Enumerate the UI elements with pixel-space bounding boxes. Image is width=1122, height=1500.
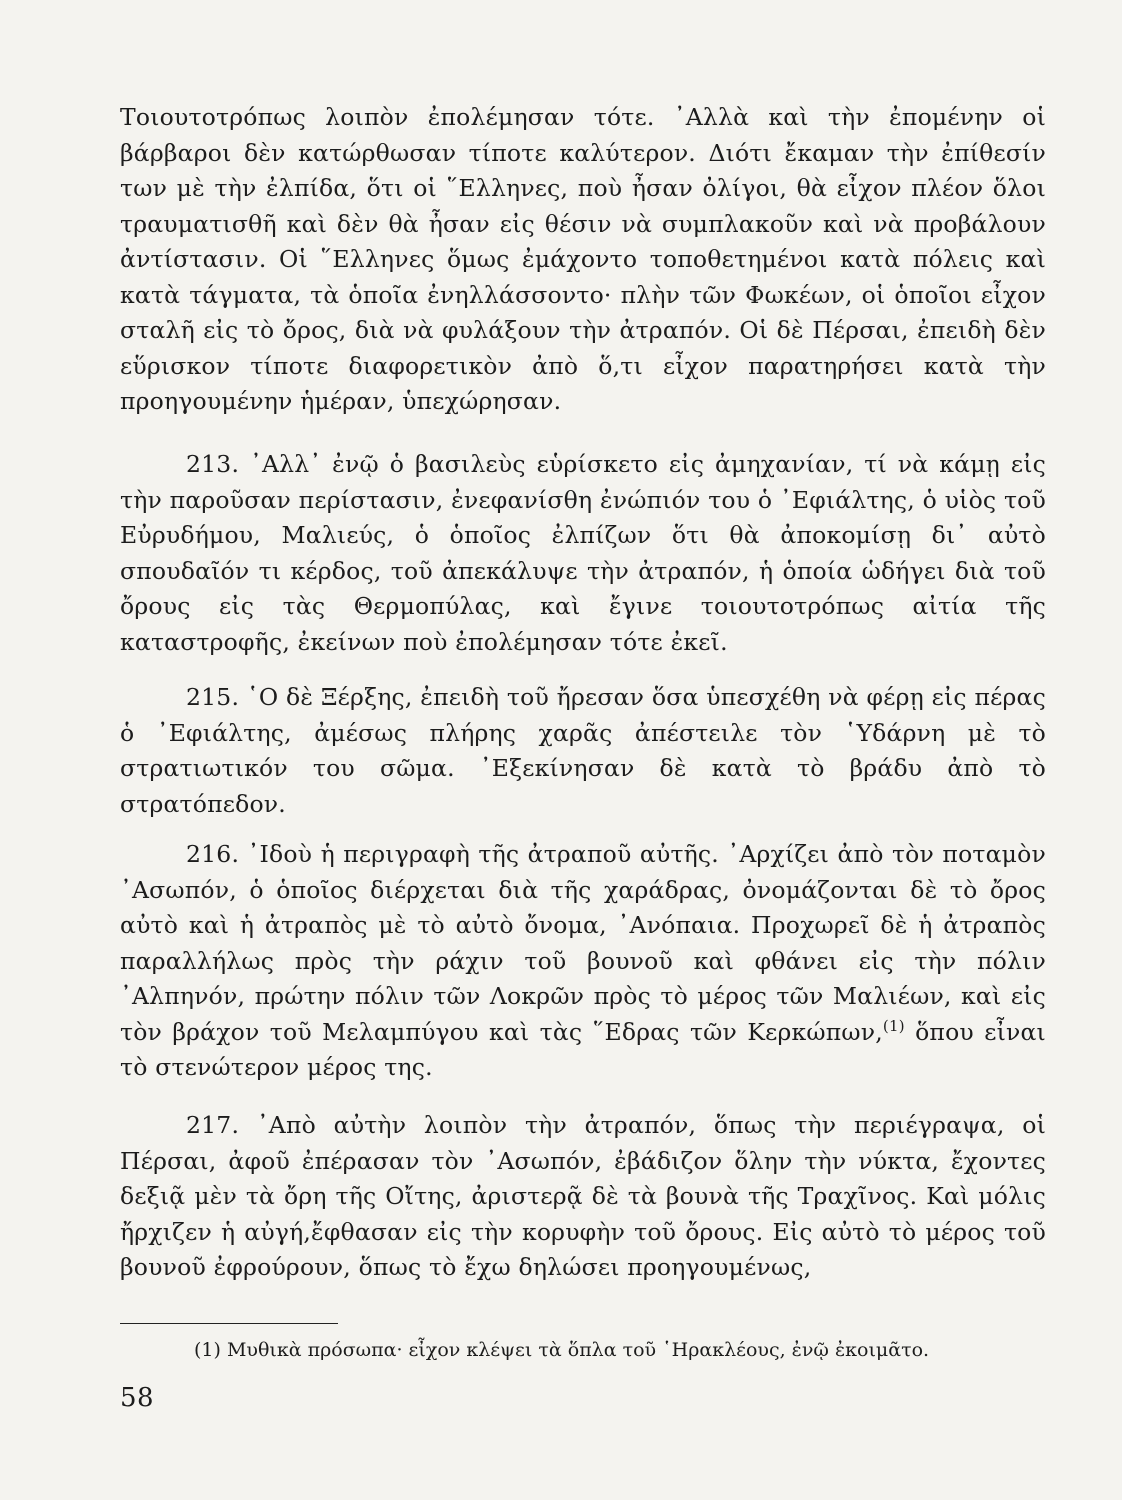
paragraph-216-text: 216. ᾿Ιδοὺ ἡ περιγραφὴ τῆς ἀτραποῦ αὐτῆς. ᾿Αρχίζει ἀπὸ τὸν ποταμὸν ᾿Ασωπόν, ὁ ὁποῖος διέρχεται διὰ τῆς χαράδρας, ὀνομάζονται δὲ τὸ ὄρος αὐτὸ καὶ ἡ ἀτραπὸς μὲ τὸ αὐτὸ ὄνομα, ᾿Ανόπαια. Προχωρεῖ δὲ ἡ ἀτραπὸς παραλλήλως πρὸς τὴν ράχιν τοῦ βουνοῦ καὶ φθάνει εἰς τὴν πόλιν ᾿Αλπηνόν, πρώτην πόλιν τῶν Λοκρῶν πρὸς τὸ μέρος τῶν Μαλιέων, καὶ εἰς τὸν βράχον τοῦ Μελαμπύγου καὶ τὰς ῞Εδρας τῶν Κερκώπων,: [120, 840, 1046, 1046]
paragraph-216-text-after: ὅπου εἶναι τὸ στενώτερον μέρος της.: [120, 1017, 1046, 1081]
footnote-divider: [120, 1323, 338, 1324]
footnote: (1) Μυθικὰ πρόσωπα· εἶχον κλέψει τὰ ὅπλα τοῦ ῾Ηρακλέους, ἐνῷ ἐκοιμᾶτο.: [194, 1339, 930, 1361]
paragraph-213: 213. ᾿Αλλ᾿ ἐνῷ ὁ βασιλεὺς εὑρίσκετο εἰς ἀμηχανίαν, τί νὰ κάμῃ εἰς τὴν παροῦσαν περίστασιν, ἐνεφανίσθη ἐνώπιόν του ὁ ᾿Εφιάλτης, ὁ υἱὸς τοῦ Εὐρυδήμου, Μαλιεύς, ὁ ὁποῖος ἐλπίζων ὅτι θὰ ἀποκομίσῃ δι᾿ αὐτὸ σπουδαῖόν τι κέρδος, τοῦ ἀπεκάλυψε τὴν ἀτραπόν, ἡ ὁποία ὡδήγει διὰ τοῦ ὄρους εἰς τὰς Θερμοπύλας, καὶ ἔγινε τοιουτοτρόπως αἰτία τῆς καταστροφῆς, ἐκείνων ποὺ ἐπολέμησαν τότε ἐκεῖ.: [120, 450, 1046, 656]
footnote-reference: (1): [882, 1016, 905, 1035]
paragraph-217: 217. ᾿Απὸ αὐτὴν λοιπὸν τὴν ἀτραπόν, ὅπως τὴν περιέγραψα, οἱ Πέρσαι, ἀφοῦ ἐπέρασαν τὸν ᾿Ασωπόν, ἐβάδιζον ὅλην τὴν νύκτα, ἔχοντες δεξιᾷ μὲν τὰ ὄρη τῆς Οἴτης, ἀριστερᾷ δὲ τὰ βουνὰ τῆς Τραχῖνος. Καὶ μόλις ἤρχιζεν ἡ αὐγή,ἔφθασαν εἰς τὴν κορυφὴν τοῦ ὄρους. Εἰς αὐτὸ τὸ μέρος τοῦ βουνοῦ ἐφρούρουν, ὅπως τὸ ἔχω δηλώσει προηγουμένως,: [120, 1111, 1046, 1281]
book-page: [120, 100, 1046, 1480]
page-number: 58: [120, 1383, 155, 1413]
paragraph-215: 215. ῾Ο δὲ Ξέρξης, ἐπειδὴ τοῦ ἤρεσαν ὅσα ὑπεσχέθη νὰ φέρῃ εἰς πέρας ὁ ᾿Εφιάλτης, ἀμέσως πλήρης χαρᾶς ἀπέστειλε τὸν ῾Υδάρνη μὲ τὸ στρατιωτικόν του σῶμα. ᾿Εξεκίνησαν δὲ κατὰ τὸ βράδυ ἀπὸ τὸ στρατόπεδον.: [120, 683, 1046, 818]
paragraph-intro: Τοιουτοτρόπως λοιπὸν ἐπολέμησαν τότε. ᾿Αλλὰ καὶ τὴν ἐπομένην οἱ βάρβαροι δὲν κατώρθωσαν τίποτε καλύτερον. Διότι ἔκαμαν τὴν ἐπίθεσίν των μὲ τὴν ἐλπίδα, ὅτι οἱ ῞Ελληνες, ποὺ ἦσαν ὀλίγοι, θὰ εἶχον πλέον ὅλοι τραυματισθῆ καὶ δὲν θὰ ἦσαν εἰς θέσιν νὰ συμπλακοῦν καὶ νὰ προβάλουν ἀντίστασιν. Οἱ ῞Ελληνες ὅμως ἐμάχοντο τοποθετημένοι κατὰ πόλεις καὶ κατὰ τάγματα, τὰ ὁποῖα ἐνηλλάσσοντο· πλὴν τῶν Φωκέων, οἱ ὁποῖοι εἶχον σταλῆ εἰς τὸ ὄρος, διὰ νὰ φυλάξουν τὴν ἀτραπόν. Οἱ δὲ Πέρσαι, ἐπειδὴ δὲν εὕρισκον τίποτε διαφορετικὸν ἀπὸ ὅ,τι εἶχον παρατηρήσει κατὰ τὴν προηγουμένην ἡμέραν, ὑπεχώρησαν.: [120, 103, 1046, 415]
paragraph-216: [120, 837, 1046, 1086]
